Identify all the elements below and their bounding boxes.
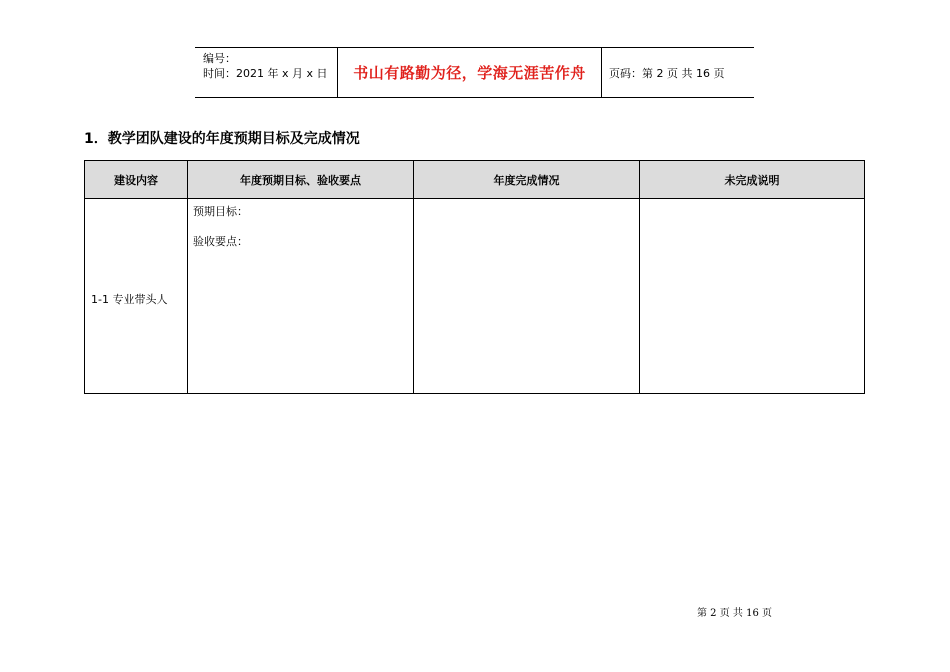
header-divider bbox=[601, 48, 602, 97]
column-header-notes: 未完成说明 bbox=[724, 174, 780, 187]
goal-label: 预期目标： bbox=[193, 205, 248, 218]
acceptance-label: 验收要点： bbox=[193, 235, 248, 248]
section-title: 1．教学团队建设的年度预期目标及完成情况 bbox=[84, 131, 360, 147]
column-header-goals: 年度预期目标、验收要点 bbox=[240, 174, 361, 187]
row-content-cell: 1-1 专业带头人 bbox=[91, 293, 168, 306]
header-motto: 书山有路勤为径，学海无涯苦作舟 bbox=[353, 64, 586, 82]
number-label: 编号： bbox=[203, 52, 236, 65]
header-page-code: 页码：第 2 页 共 16 页 bbox=[609, 66, 725, 80]
time-label: 时间：2021 年 x 月 x 日 bbox=[203, 67, 328, 80]
column-header-completion: 年度完成情况 bbox=[493, 174, 560, 187]
document-header bbox=[195, 47, 754, 98]
team-building-table bbox=[84, 160, 865, 394]
column-header-content: 建设内容 bbox=[114, 174, 158, 187]
header-meta bbox=[203, 51, 328, 81]
page-footer: 第 2 页 共 16 页 bbox=[697, 608, 772, 619]
